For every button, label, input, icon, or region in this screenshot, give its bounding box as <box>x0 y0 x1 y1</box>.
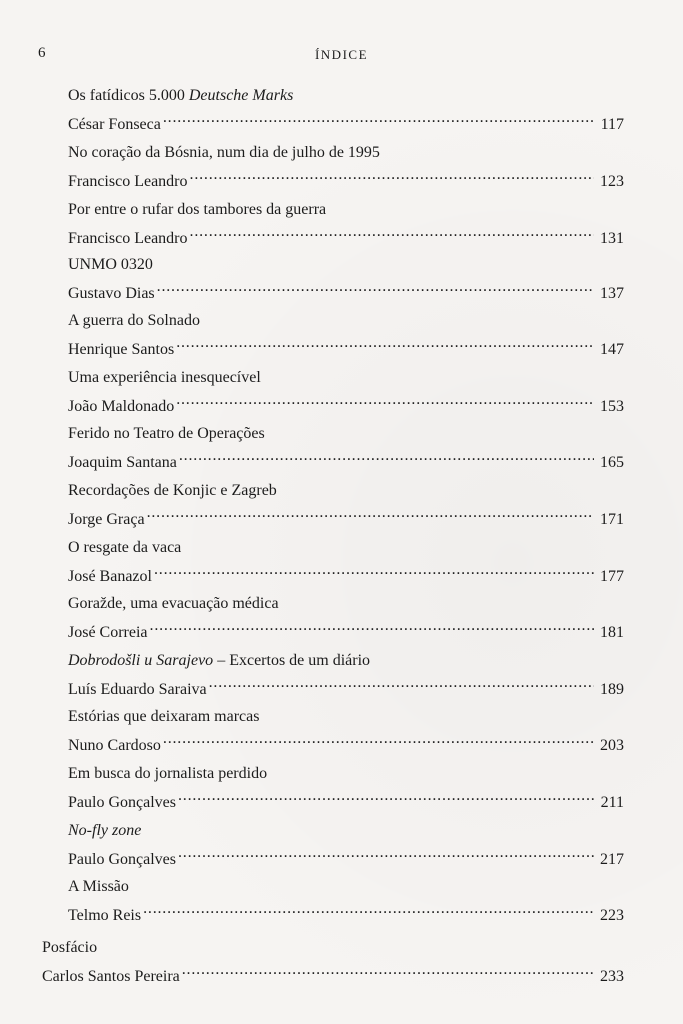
entry-page: 147 <box>600 341 624 358</box>
entry-page: 177 <box>600 568 624 585</box>
entry-page: 223 <box>600 907 624 924</box>
entry-title: Goražde, uma evacuação médica <box>68 595 279 612</box>
entry-title: Estórias que deixaram marcas <box>68 708 260 725</box>
entry-page: 189 <box>600 681 624 698</box>
toc-entry[interactable] <box>68 593 624 641</box>
dot-leader <box>147 502 594 524</box>
entry-author: Carlos Santos Pereira <box>42 968 180 985</box>
toc-entry[interactable] <box>68 876 624 924</box>
entry-author: João Maldonado <box>68 398 175 415</box>
entry-author: Francisco Leandro <box>68 230 188 247</box>
dot-leader <box>163 107 594 129</box>
entry-title: Recordações de Konjic e Zagreb <box>68 482 277 499</box>
toc-entry[interactable] <box>68 480 624 528</box>
entry-page: 117 <box>600 116 624 133</box>
toc-entry[interactable] <box>68 254 624 302</box>
entry-page: 211 <box>600 794 624 811</box>
entry-page: 165 <box>600 454 624 471</box>
toc-entry[interactable] <box>68 310 624 358</box>
entry-title: A Missão <box>68 878 129 895</box>
dot-leader <box>163 728 594 750</box>
entry-title: Dobrodošli u Sarajevo – Excertos de um diário <box>68 652 371 669</box>
entry-page: 217 <box>600 851 624 868</box>
toc-entry-postface[interactable] <box>42 937 624 985</box>
entry-title: Ferido no Teatro de Operações <box>68 425 265 442</box>
toc-entry[interactable] <box>68 423 624 471</box>
dot-leader <box>178 785 594 807</box>
entry-page: 131 <box>600 230 624 247</box>
entry-title: O resgate da vaca <box>68 539 182 556</box>
entry-author: César Fonseca <box>68 116 161 133</box>
entry-title: Uma experiência inesquecível <box>68 369 261 386</box>
entry-author: Paulo Gonçalves <box>68 794 176 811</box>
entry-page: 181 <box>600 624 624 641</box>
toc-entry[interactable] <box>68 199 624 247</box>
dot-leader <box>182 959 594 981</box>
dot-leader <box>176 332 594 354</box>
page-number: 6 <box>38 45 46 61</box>
entry-page: 123 <box>600 173 624 190</box>
entry-author: Gustavo Dias <box>68 285 155 302</box>
entry-author: Francisco Leandro <box>68 173 188 190</box>
toc-entry[interactable] <box>68 706 624 754</box>
entry-title: A guerra do Solnado <box>68 312 200 329</box>
dot-leader <box>176 389 594 411</box>
dot-leader <box>157 276 594 298</box>
entry-page: 137 <box>600 285 624 302</box>
entry-author: Nuno Cardoso <box>68 737 161 754</box>
entry-page: 171 <box>600 511 624 528</box>
toc-entry[interactable] <box>68 820 624 868</box>
entry-title: Em busca do jornalista perdido <box>68 765 268 782</box>
entry-title: No-fly zone <box>68 822 142 839</box>
toc-entry[interactable] <box>68 367 624 415</box>
entry-page: 203 <box>600 737 624 754</box>
entry-title: Os fatídicos 5.000 Deutsche Marks <box>68 87 294 104</box>
entry-author: Paulo Gonçalves <box>68 851 176 868</box>
toc-entry[interactable] <box>68 142 624 190</box>
dot-leader <box>154 559 594 581</box>
entry-author: Luís Eduardo Saraiva <box>68 681 207 698</box>
entry-author: Jorge Graça <box>68 511 145 528</box>
entry-page: 233 <box>600 968 624 985</box>
entry-author: Henrique Santos <box>68 341 175 358</box>
entry-title: No coração da Bósnia, num dia de julho de 1995 <box>68 144 380 161</box>
toc-entry[interactable] <box>68 763 624 811</box>
entry-title: Por entre o rufar dos tambores da guerra <box>68 201 327 218</box>
dot-leader <box>178 842 594 864</box>
entry-title: UNMO 0320 <box>68 256 153 273</box>
dot-leader <box>179 445 594 467</box>
toc-entry[interactable] <box>68 537 624 585</box>
dot-leader <box>190 221 594 243</box>
entry-author: Telmo Reis <box>68 907 142 924</box>
entry-author: José Correia <box>68 624 148 641</box>
dot-leader <box>190 164 594 186</box>
entry-author: José Banazol <box>68 568 152 585</box>
dot-leader <box>209 672 594 694</box>
toc-entry[interactable] <box>68 85 624 133</box>
entry-title: Posfácio <box>42 939 98 956</box>
running-title: ÍNDICE <box>314 47 369 62</box>
entry-page: 153 <box>600 398 624 415</box>
toc-entry[interactable] <box>68 650 624 698</box>
dot-leader <box>150 615 594 637</box>
dot-leader <box>143 898 594 920</box>
entry-author: Joaquim Santana <box>68 454 177 471</box>
